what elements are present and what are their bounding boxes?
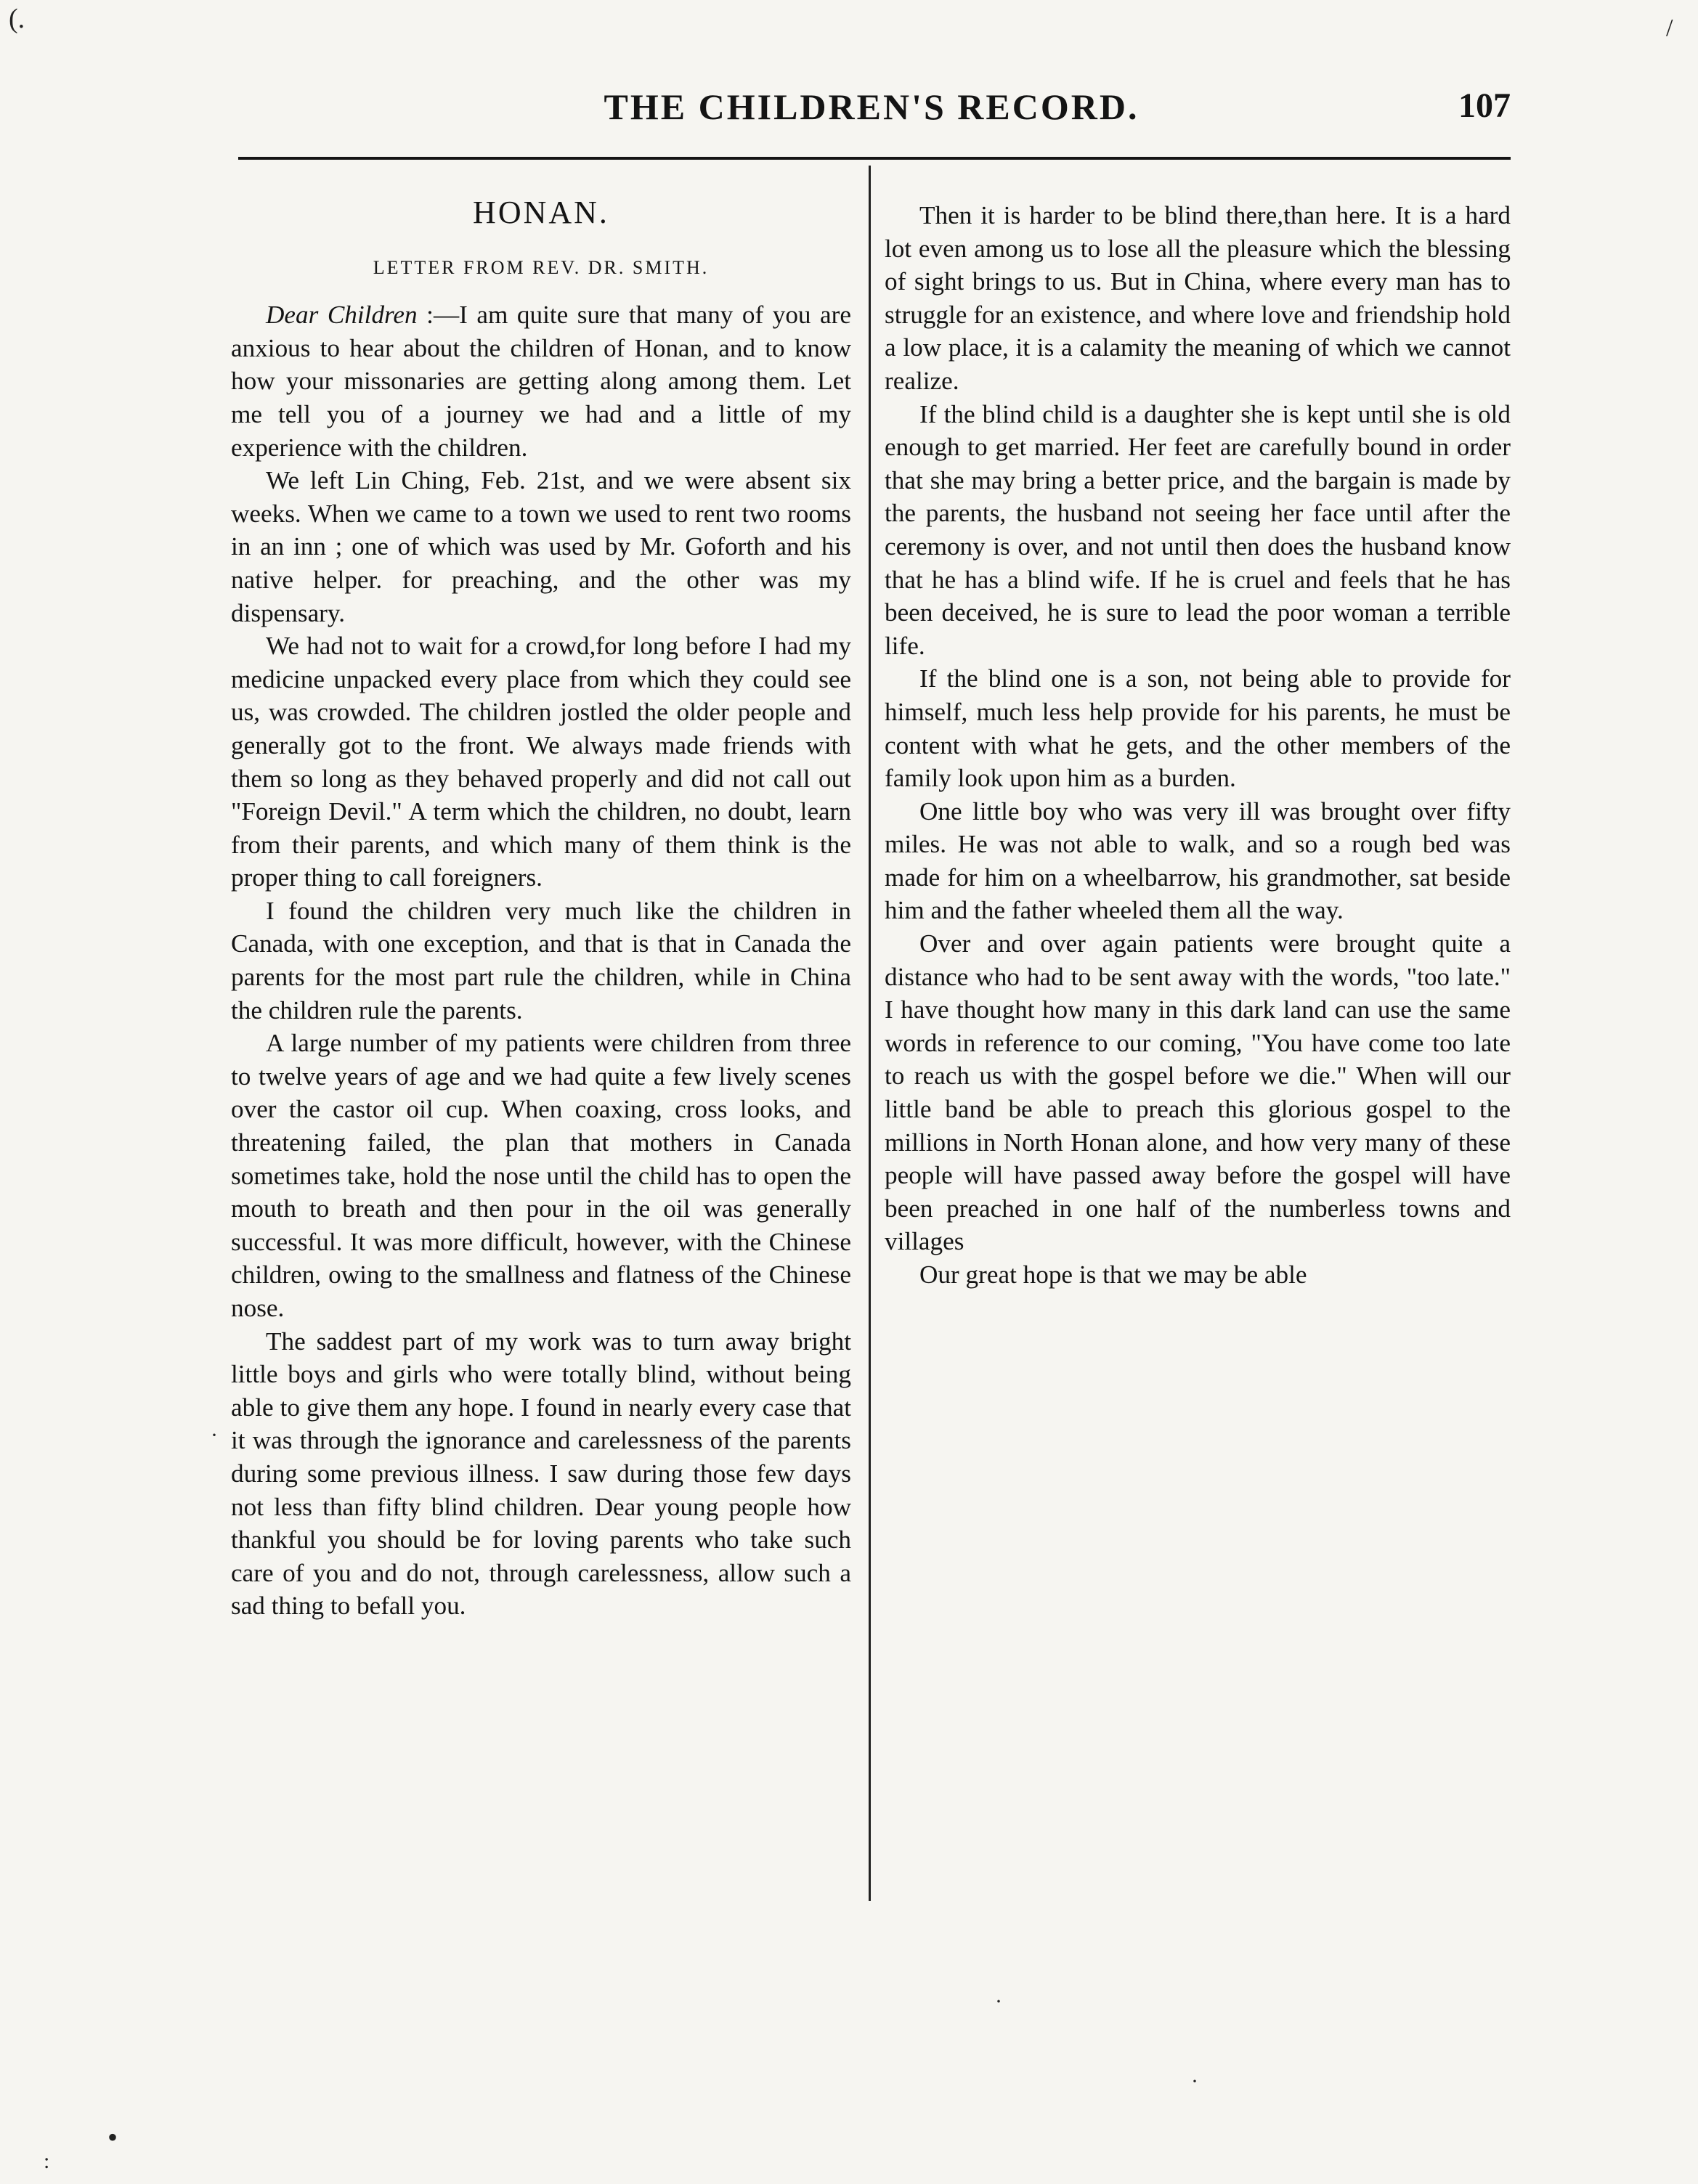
paragraph: Then it is harder to be blind there,than here. It is a hard lot even among us to lose all the pleasure which the blessing of sight brings to us. But in China, where every man has to struggle for an existence, and where love and friendship hold a low place, it is a calamity the meaning of which we cannot realize. xyxy=(885,201,1511,395)
salutation: Dear Children xyxy=(266,301,418,330)
left-column xyxy=(231,196,851,1623)
paragraph: The saddest part of my work was to turn away bright little boys and girls who were totally blind, without being able to give them any hope. I found in nearly every case that it was through the ignorance and carelessness of the parents during some previous illness. I saw during those few days not less than fifty blind children. Dear young people how thankful you should be for loving parents who take such care of you and do not, through carelessness, allow such a sad thing to befall you. xyxy=(231,1327,851,1621)
paragraph xyxy=(231,298,851,464)
margin-mark: · xyxy=(211,1423,218,1447)
margin-mark: · xyxy=(995,1989,1002,2013)
paragraph-text: :—I am quite sure that many of you are anxious to hear about the children of Honan, and to know how your missonaries are getting along among them. Let me tell you of a journey we had and a little of my experience with the children. xyxy=(231,301,851,462)
paragraph: I found the children very much like the children in Canada, with one exception, and that is that in Canada the parents for the most part rule the children, while in China the children rule the parents. xyxy=(231,896,851,1024)
article-title: HONAN. xyxy=(473,195,609,230)
paragraph: One little boy who was very ill was brought over fifty miles. He was not able to walk, and so a rough bed was made for him on a wheelbarrow, his grandmother, sat beside him and the father wheeled them all the way. xyxy=(885,796,1511,925)
right-column xyxy=(885,199,1511,1292)
margin-mark: (. xyxy=(9,4,25,34)
running-head xyxy=(232,86,1511,136)
margin-mark: · xyxy=(1191,2069,1198,2093)
paragraph: Over and over again patients were brought quite a distance who had to be sent away with the words, "too late." I have thought how many in this dark land can use the same words in reference to our coming, "You have come too late to reach us with the gospel before we die." When will our little band be able to preach this glorious gospel to the millions in North Honan alone, and how very many of these people will have passed away before the gospel will have been preached in one half of the numberless towns and villages xyxy=(885,929,1511,1256)
paragraph: A large number of my patients were children from three to twelve years of age and we had quite a few lively scenes over the castor oil cup. When coaxing, cross looks, and threatening failed, the plan that mothers in Canada sometimes take, hold the nose until the child has to open the mouth to breath and then pour in the oil was generally successful. It was more difficult, however, with the Chinese children, owing to the smallness and flatness of the Chinese nose. xyxy=(231,1029,851,1322)
page-number: 107 xyxy=(1458,86,1511,125)
column-divider xyxy=(869,166,871,1901)
paragraph: We had not to wait for a crowd,for long before I had my medicine unpacked every place from which they could see us, was crowded. The children jostled the older people and generally got to the front. We always made friends with them so long as they behaved properly and did not call out "Foreign Devil." A term which the children, no doubt, learn from their parents, and which many of them think is the proper thing to call foreigners. xyxy=(231,632,851,892)
margin-mark: / xyxy=(1666,15,1673,41)
paragraph: Our great hope is that we may be able xyxy=(919,1260,1307,1289)
paragraph: We left Lin Ching, Feb. 21st, and we were absent six weeks. When we came to a town we used to rent two rooms in an inn ; one of which was used by Mr. Goforth and his native helper. for preaching, and the other was my dispensary. xyxy=(231,466,851,627)
margin-mark: : xyxy=(44,2149,50,2173)
paragraph: If the blind one is a son, not being able to provide for himself, much less help provide for his parents, he must be content with what he gets, and the other members of the family look upon him as a burden. xyxy=(885,664,1511,793)
margin-mark: • xyxy=(107,2121,118,2154)
article-subtitle: LETTER FROM REV. DR. SMITH. xyxy=(373,256,710,278)
paragraph: If the blind child is a daughter she is kept until she is old enough to get married. Her feet are carefully bound in order that she may bring a better price, and the bargain is made by the parents, the husband not seeing her face until after the ceremony is over, and not until then does the husband know that he has a blind wife. If he is cruel and feels that he has been deceived, he is sure to lead the poor woman a terrible life. xyxy=(885,399,1511,660)
header-rule xyxy=(238,157,1511,160)
journal-title: THE CHILDREN'S RECORD. xyxy=(604,86,1140,127)
